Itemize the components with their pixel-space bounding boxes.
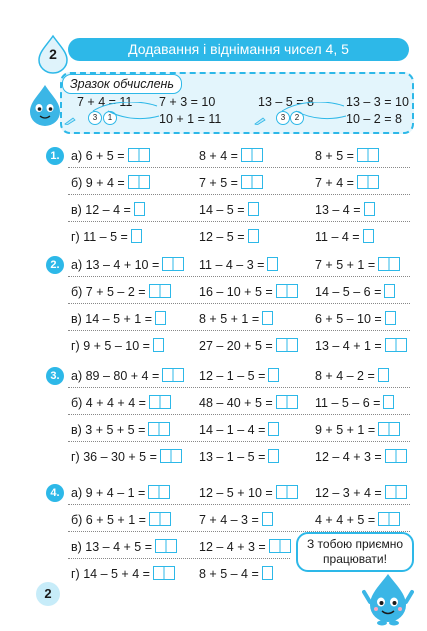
- exercise-expression: 14 – 5 – 6 =: [315, 285, 382, 299]
- page-number: 2: [36, 582, 60, 606]
- exercise-expression: а) 6 + 5 =: [71, 149, 125, 163]
- split-part-2: 1: [103, 111, 117, 125]
- exercise-item: [315, 148, 379, 164]
- exercise-expression: 8 + 4 =: [199, 149, 238, 163]
- exercise-item: [199, 395, 298, 411]
- exercise-expression: 7 + 5 =: [199, 176, 238, 190]
- exercise-expression: в) 13 – 4 + 5 =: [71, 540, 152, 554]
- exercise-item: [199, 485, 298, 501]
- exercise-expression: 7 + 5 + 1 =: [315, 258, 376, 272]
- row-divider: [68, 558, 290, 559]
- exercise-item: [71, 512, 171, 528]
- answer-box[interactable]: [128, 148, 150, 162]
- row-divider: [68, 194, 410, 195]
- answer-box[interactable]: [160, 449, 182, 463]
- exercise-expression: 9 + 5 + 1 =: [315, 423, 376, 437]
- answer-box[interactable]: [385, 449, 407, 463]
- exercise-item: [71, 338, 164, 354]
- answer-box[interactable]: [383, 395, 394, 409]
- answer-box[interactable]: [241, 175, 263, 189]
- exercise-item: [199, 257, 278, 273]
- pencil-icon-2: [254, 112, 266, 130]
- exercise-expression: 12 – 1 – 5 =: [199, 369, 266, 383]
- answer-box[interactable]: [276, 338, 298, 352]
- row-divider: [68, 276, 410, 277]
- answer-box[interactable]: [268, 449, 279, 463]
- sample-equation-4: 13 – 5 = 8: [258, 95, 314, 109]
- answer-box[interactable]: [357, 148, 379, 162]
- exercise-item: [71, 148, 150, 164]
- exercise-expression: 27 – 20 + 5 =: [199, 339, 273, 353]
- exercise-expression: а) 89 – 80 + 4 =: [71, 369, 160, 383]
- exercise-expression: в) 12 – 4 =: [71, 203, 131, 217]
- exercise-item: [199, 368, 279, 384]
- answer-box[interactable]: [248, 202, 259, 216]
- exercise-expression: 8 + 5 =: [315, 149, 354, 163]
- exercise-expression: б) 4 + 4 + 4 =: [71, 396, 146, 410]
- exercise-expression: 12 – 5 + 10 =: [199, 486, 273, 500]
- split-part-4: 2: [290, 111, 304, 125]
- answer-box[interactable]: [385, 311, 396, 325]
- row-divider: [68, 167, 410, 168]
- row-divider: [68, 414, 410, 415]
- exercise-item: [71, 566, 175, 582]
- task-number-badge: 1.: [46, 147, 64, 165]
- speech-bubble: [296, 532, 414, 572]
- page-title: Додавання і віднімання чисел 4, 5: [68, 38, 409, 61]
- exercise-item: [315, 485, 407, 501]
- row-divider: [68, 504, 410, 505]
- exercise-expression: 11 – 5 – 6 =: [315, 396, 381, 410]
- answer-box[interactable]: [276, 284, 298, 298]
- answer-box[interactable]: [262, 512, 273, 526]
- answer-box[interactable]: [378, 422, 400, 436]
- exercise-item: [315, 202, 375, 218]
- answer-box[interactable]: [357, 175, 379, 189]
- exercise-item: [199, 539, 291, 555]
- answer-box[interactable]: [134, 202, 145, 216]
- sample-arrows-1: [85, 102, 165, 122]
- exercise-expression: б) 6 + 5 + 1 =: [71, 513, 146, 527]
- answer-box[interactable]: [267, 257, 278, 271]
- unit-number: 2: [49, 46, 57, 62]
- answer-box[interactable]: [363, 229, 374, 243]
- row-divider: [68, 441, 410, 442]
- answer-box[interactable]: [153, 338, 164, 352]
- exercise-item: [71, 311, 166, 327]
- split-part-1: 3: [88, 111, 102, 125]
- exercise-expression: 7 + 4 =: [315, 176, 354, 190]
- answer-box[interactable]: [384, 284, 395, 298]
- row-divider: [68, 387, 410, 388]
- exercise-expression: 7 + 4 – 3 =: [199, 513, 259, 527]
- exercise-expression: 48 – 40 + 5 =: [199, 396, 273, 410]
- exercise-item: [315, 229, 374, 245]
- answer-box[interactable]: [148, 422, 170, 436]
- exercise-expression: 12 – 3 + 4 =: [315, 486, 382, 500]
- exercise-expression: 12 – 4 + 3 =: [199, 540, 266, 554]
- exercise-item: [71, 539, 177, 555]
- answer-box[interactable]: [148, 485, 170, 499]
- exercise-item: [199, 338, 298, 354]
- answer-box[interactable]: [385, 485, 407, 499]
- exercise-expression: 14 – 5 =: [199, 203, 245, 217]
- exercise-item: [71, 229, 142, 245]
- answer-box[interactable]: [268, 368, 279, 382]
- answer-box[interactable]: [162, 368, 184, 382]
- row-divider: [68, 303, 410, 304]
- exercise-expression: 6 + 5 – 10 =: [315, 312, 382, 326]
- answer-box[interactable]: [364, 202, 375, 216]
- answer-box[interactable]: [276, 395, 298, 409]
- answer-box[interactable]: [153, 566, 175, 580]
- answer-box[interactable]: [276, 485, 298, 499]
- exercise-item: [315, 284, 395, 300]
- sample-equation-2: 7 + 3 = 10: [159, 95, 216, 109]
- answer-box[interactable]: [241, 148, 263, 162]
- sample-equation-3: 10 + 1 = 11: [159, 112, 222, 126]
- exercise-item: [315, 175, 379, 191]
- exercise-expression: б) 9 + 4 =: [71, 176, 125, 190]
- exercise-expression: 8 + 4 – 2 =: [315, 369, 375, 383]
- answer-box[interactable]: [131, 229, 142, 243]
- exercise-expression: 12 – 4 + 3 =: [315, 450, 382, 464]
- exercise-item: [315, 512, 400, 528]
- exercise-expression: 13 – 4 + 1 =: [315, 339, 382, 353]
- exercise-item: [71, 485, 170, 501]
- exercise-expression: 8 + 5 – 4 =: [199, 567, 259, 581]
- exercise-item: [71, 449, 182, 465]
- exercise-item: [199, 148, 263, 164]
- answer-box[interactable]: [149, 284, 171, 298]
- answer-box[interactable]: [149, 395, 171, 409]
- answer-box[interactable]: [248, 229, 259, 243]
- exercise-expression: г) 9 + 5 – 10 =: [71, 339, 150, 353]
- answer-box[interactable]: [262, 311, 273, 325]
- sample-equation-5: 13 – 3 = 10: [346, 95, 409, 109]
- answer-box[interactable]: [149, 512, 171, 526]
- exercise-item: [315, 395, 394, 411]
- exercise-item: [71, 257, 184, 273]
- exercise-item: [199, 512, 273, 528]
- exercise-item: [315, 257, 400, 273]
- row-divider: [68, 330, 410, 331]
- exercise-expression: 11 – 4 =: [315, 230, 360, 244]
- answer-box[interactable]: [385, 338, 407, 352]
- exercise-expression: 14 – 1 – 4 =: [199, 423, 266, 437]
- split-part-3: 3: [276, 111, 290, 125]
- exercise-expression: а) 9 + 4 – 1 =: [71, 486, 146, 500]
- exercise-expression: 11 – 4 – 3 =: [199, 258, 265, 272]
- mascot-waving-icon: [362, 572, 414, 626]
- answer-box[interactable]: [128, 175, 150, 189]
- answer-box[interactable]: [268, 422, 279, 436]
- exercise-item: [315, 338, 407, 354]
- bubble-line-1: З тобою приємно: [306, 537, 404, 551]
- answer-box[interactable]: [162, 257, 184, 271]
- exercise-expression: 13 – 4 =: [315, 203, 361, 217]
- unit-drop-icon: [34, 34, 72, 74]
- mascot-drop-icon: [26, 82, 64, 128]
- answer-box[interactable]: [262, 566, 273, 580]
- answer-box[interactable]: [155, 539, 177, 553]
- sample-label: Зразок обчислень: [62, 74, 182, 94]
- exercise-expression: 13 – 1 – 5 =: [199, 450, 266, 464]
- exercise-item: [199, 311, 273, 327]
- exercise-item: [315, 368, 389, 384]
- exercise-item: [315, 422, 400, 438]
- task-number-badge: 3.: [46, 367, 64, 385]
- exercise-expression: г) 36 – 30 + 5 =: [71, 450, 157, 464]
- exercise-item: [199, 449, 279, 465]
- answer-box[interactable]: [155, 311, 166, 325]
- exercise-expression: 4 + 4 + 5 =: [315, 513, 376, 527]
- exercise-item: [199, 229, 259, 245]
- exercise-expression: 8 + 5 + 1 =: [199, 312, 260, 326]
- exercise-expression: в) 14 – 5 + 1 =: [71, 312, 152, 326]
- exercise-item: [71, 422, 170, 438]
- sample-arrows-2: [272, 102, 352, 122]
- exercise-item: [199, 566, 273, 582]
- exercise-expression: б) 7 + 5 – 2 =: [71, 285, 146, 299]
- exercise-expression: 12 – 5 =: [199, 230, 245, 244]
- exercise-expression: а) 13 – 4 + 10 =: [71, 258, 160, 272]
- task-number-badge: 4.: [46, 484, 64, 502]
- exercise-expression: г) 11 – 5 =: [71, 230, 128, 244]
- exercise-item: [71, 368, 184, 384]
- exercise-item: [315, 311, 396, 327]
- exercise-item: [199, 422, 279, 438]
- exercise-item: [71, 202, 145, 218]
- exercise-item: [199, 175, 263, 191]
- exercise-expression: 16 – 10 + 5 =: [199, 285, 273, 299]
- exercise-item: [71, 395, 171, 411]
- task-number-badge: 2.: [46, 256, 64, 274]
- exercise-item: [71, 175, 150, 191]
- sample-equation-6: 10 – 2 = 8: [346, 112, 402, 126]
- exercise-item: [71, 284, 171, 300]
- row-divider: [68, 221, 410, 222]
- sample-equation-1: 7 + 4 = 11: [77, 95, 133, 109]
- answer-box[interactable]: [269, 539, 291, 553]
- exercise-expression: г) 14 – 5 + 4 =: [71, 567, 150, 581]
- answer-box[interactable]: [378, 257, 400, 271]
- exercise-item: [315, 449, 407, 465]
- pencil-icon: [64, 112, 76, 130]
- answer-box[interactable]: [378, 512, 400, 526]
- exercise-item: [199, 202, 259, 218]
- answer-box[interactable]: [378, 368, 389, 382]
- exercise-expression: в) 3 + 5 + 5 =: [71, 423, 146, 437]
- exercise-item: [199, 284, 298, 300]
- bubble-line-2: працювати!: [323, 552, 387, 566]
